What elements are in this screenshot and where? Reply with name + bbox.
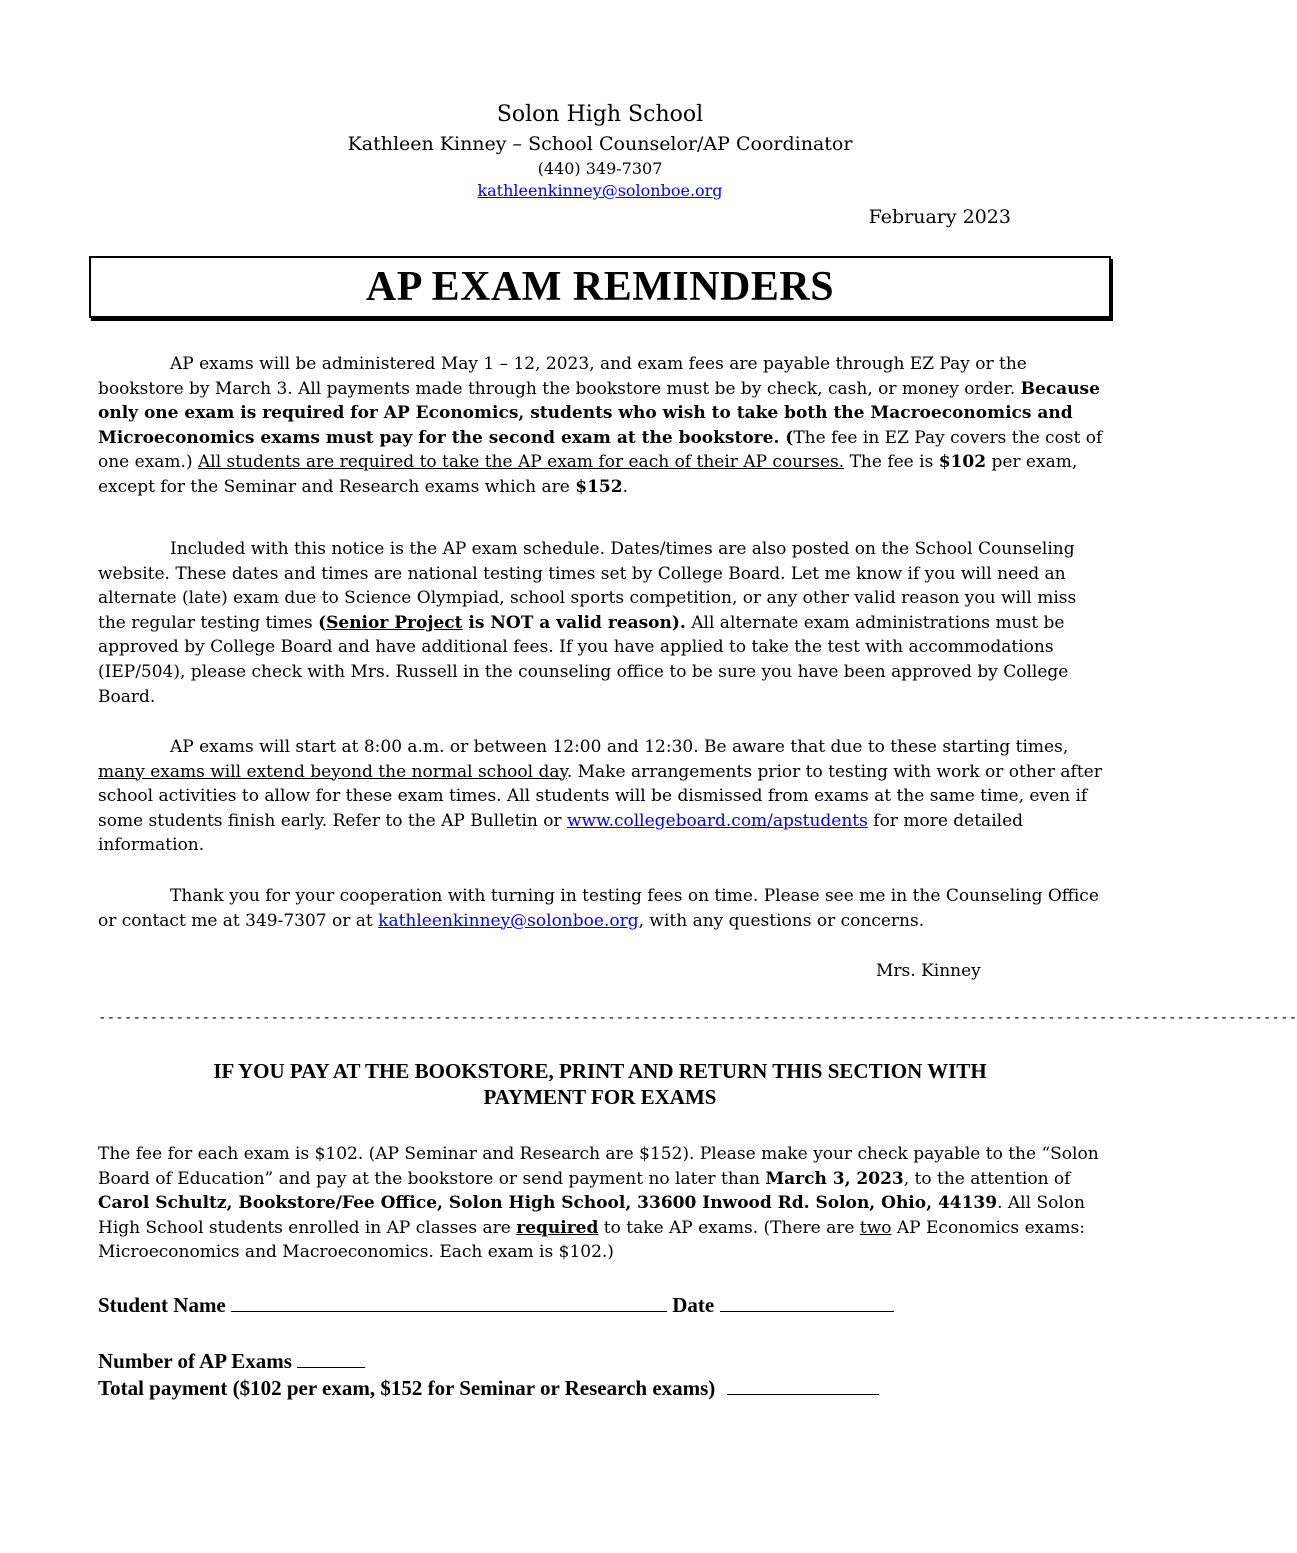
underlined-text: two (859, 1217, 892, 1238)
paragraph-start-times (98, 735, 1108, 858)
email-link[interactable]: kathleenkinney@solonboe.org (378, 910, 639, 931)
bold-underlined-text: required (516, 1217, 599, 1238)
email-link[interactable]: kathleenkinney@solonboe.org (477, 181, 723, 200)
date-label: Date (672, 1293, 715, 1317)
bold-underlined-text: Senior Project (326, 612, 463, 633)
text-span: AP exams will be administered May 1 – 12, 2023, and exam fees are payable through EZ Pay or the bookstore by March 3. All payments made through the bookstore must be by check, cash, or money order. (98, 354, 1027, 399)
paragraph-fees (98, 352, 1108, 500)
bold-text: ( (318, 612, 327, 633)
total-payment-field[interactable] (727, 1376, 879, 1395)
text-span: for more detailed information. (98, 810, 1024, 856)
underlined-text: All students are required to take the AP exam for each of their AP courses. (198, 452, 845, 473)
num-exams-field[interactable] (297, 1349, 365, 1368)
num-exams-label: Number of AP Exams (98, 1349, 292, 1373)
underlined-text: many exams will extend beyond the normal school day (98, 761, 567, 782)
bold-text: Because only one exam is required for AP Economics, students who wish to take both the Macroeconomics and Microeconomics exams must pay for the second exam at the bookstore. ( (98, 378, 1100, 448)
fee-amount: $152 (575, 476, 623, 497)
text-span: All alternate exam administrations must be approved by College Board and have additional fees. If you have applied to take the test with accommodations (IEP/504), please check with Mrs. Russell in the counseling office to be sure you have been approved by College Board. (98, 612, 1069, 707)
collegeboard-link[interactable]: www.collegeboard.com/apstudents (566, 810, 868, 831)
paragraph-payment (98, 1142, 1108, 1265)
bold-text: March 3, 2023 (765, 1168, 904, 1189)
text-span: to take AP exams. (There are (598, 1217, 860, 1238)
text-span: AP exams will start at 8:00 a.m. or between 12:00 and 12:30. Be aware that due to these starting times, (170, 737, 1069, 757)
student-name-field[interactable] (231, 1293, 667, 1312)
fee-amount: $102 (938, 452, 987, 473)
heading-line: PAYMENT FOR EXAMS (483, 1085, 717, 1109)
text-span: The fee for each exam is $102. (AP Seminar and Research are $152). Please make your check payable to the “Solon Board of Education” and pay at the bookstore or send payment no later than (98, 1144, 1099, 1189)
num-exams-row (98, 1348, 365, 1374)
heading-line: IF YOU PAY AT THE BOOKSTORE, PRINT AND RETURN THIS SECTION WITH (213, 1059, 987, 1083)
text-span: Thank you for your cooperation with turning in testing fees on time. Please see me in the Counseling Office or contact me at 349-7307 or at (98, 886, 1099, 931)
date-field[interactable] (720, 1293, 894, 1312)
total-payment-row (98, 1375, 879, 1401)
phone-number: (440) 349-7307 (537, 159, 663, 178)
bold-text: is NOT a valid reason). (462, 612, 686, 633)
title-box (89, 256, 1111, 318)
student-name-label: Student Name (98, 1293, 226, 1317)
school-name: Solon High School (496, 102, 704, 127)
text-span: . Make arrangements prior to testing with work or other after school activities to allow for these exam times. All students will be dismissed from exams at the same time, even if some students finish early. Refer to the AP Bulletin or (98, 761, 1102, 831)
cut-line-divider: ------------------------------------------------------------------------------------------------------------------------------------------- (98, 1010, 1297, 1026)
paragraph-schedule (98, 537, 1108, 709)
bold-text: Carol Schultz, Bookstore/Fee Office, Solon High School, 33600 Inwood Rd. Solon, Ohio, 44139 (98, 1193, 998, 1214)
total-payment-label: Total payment ($102 per exam, $152 for Seminar or Research exams) (98, 1376, 716, 1400)
text-span: , to the attention of (903, 1168, 1071, 1189)
text-span: . All Solon High School students enrolled in AP classes are (98, 1193, 1085, 1238)
letter-date: February 2023 (868, 206, 1011, 228)
counselor-line: Kathleen Kinney – School Counselor/AP Coordinator (347, 133, 853, 155)
text-span: per exam, except for the Seminar and Research exams which are (98, 452, 1078, 497)
text-span: . (622, 476, 628, 497)
signature: Mrs. Kinney (876, 961, 981, 981)
text-span: The fee in EZ Pay covers the cost of one exam.) (98, 427, 1103, 473)
student-name-row (98, 1292, 894, 1318)
text-span: AP Economics exams: Microeconomics and Macroeconomics. Each exam is $102.) (98, 1217, 1085, 1263)
text-span: , with any questions or concerns. (638, 910, 925, 931)
letterhead (0, 100, 1200, 202)
text-span: Included with this notice is the AP exam schedule. Dates/times are also posted on the School Counseling website. These dates and times are national testing times set by College Board. Let me know if you will need an alternate (late) exam due to Science Olympiad, school sports competition, or any other valid reason you will miss the regular testing times (98, 539, 1077, 633)
page-title: AP EXAM REMINDERS (365, 264, 835, 310)
paragraph-thanks (98, 884, 1108, 933)
return-section-heading (98, 1058, 1102, 1110)
text-span: The fee is (844, 452, 939, 473)
